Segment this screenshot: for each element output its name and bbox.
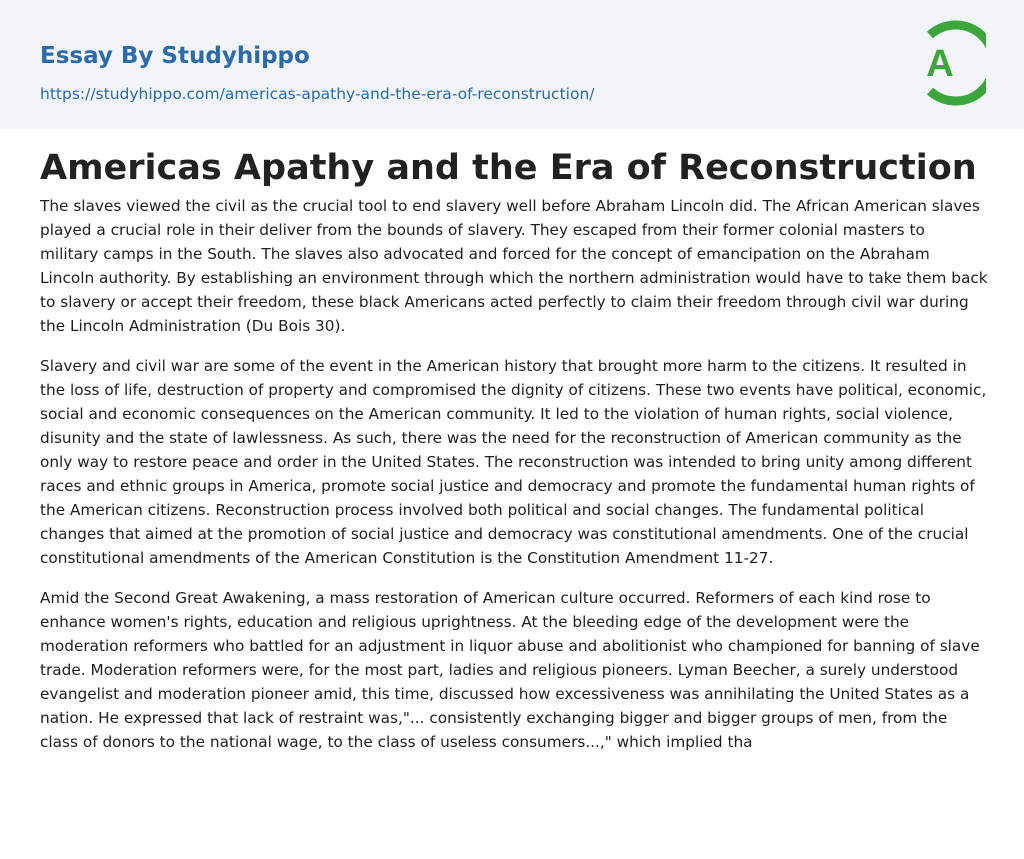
article-title: Americas Apathy and the Era of Reconstruction <box>40 148 977 188</box>
paragraph-2: Slavery and civil war are some of the event in the American history that brought more harm to the citizens. It resulted in the loss of life, destruction of property and compromised the dignity of citizens. These two events have political, economic, social and economic consequences on the American community. It led to the violation of human rights, social violence, disunity and the state of lawlessness. As such, there was the need for the reconstruction of American community as the only way to restore peace and order in the United States. The reconstruction was intended to bring unity among different races and ethnic groups in America, promote social justice and democracy and promote the fundamental human rights of the American citizens. Reconstruction process involved both political and social changes. The fundamental political changes that aimed at the promotion of social justice and democracy was constitutional amendments. One of the crucial constitutional amendments of the American Constitution is the Constitution Amendment 11-27. <box>40 357 987 567</box>
brand-title[interactable]: Essay By Studyhippo <box>40 43 310 69</box>
article-body <box>40 194 988 770</box>
site-header <box>0 0 1024 129</box>
essay-url-link[interactable]: https://studyhippo.com/americas-apathy-and-the-era-of-reconstruction/ <box>40 85 595 103</box>
studyhippo-logo-icon[interactable] <box>912 20 986 106</box>
paragraph-1: The slaves viewed the civil as the crucial tool to end slavery well before Abraham Lincoln did. The African American slaves played a crucial role in their deliver from the bounds of slavery. They escaped from their former colonial masters to military camps in the South. The slaves also advocated and forced for the concept of emancipation on the Abraham Lincoln authority. By establishing an environment through which the northern administration would have to take them back to slavery or accept their freedom, these black Americans acted perfectly to claim their freedom through civil war during the Lincoln Administration (Du Bois 30). <box>40 197 988 335</box>
paragraph-3: Amid the Second Great Awakening, a mass restoration of American culture occurred. Reformers of each kind rose to enhance women's rights, education and religious uprightness. At the bleeding edge of the development were the moderation reformers who battled for an adjustment in liquor abuse and abolitionist who championed for banning of slave trade. Moderation reformers were, for the most part, ladies and religious pioneers. Lyman Beecher, a surely understood evangelist and moderation pioneer amid, this time, discussed how excessiveness was annihilating the United States as a nation. He expressed that lack of restraint was,"... consistently exchanging bigger and bigger groups of men, from the class of donors to the national wage, to the class of useless consumers...," which implied tha <box>40 589 980 751</box>
logo-letter: A <box>926 43 954 85</box>
